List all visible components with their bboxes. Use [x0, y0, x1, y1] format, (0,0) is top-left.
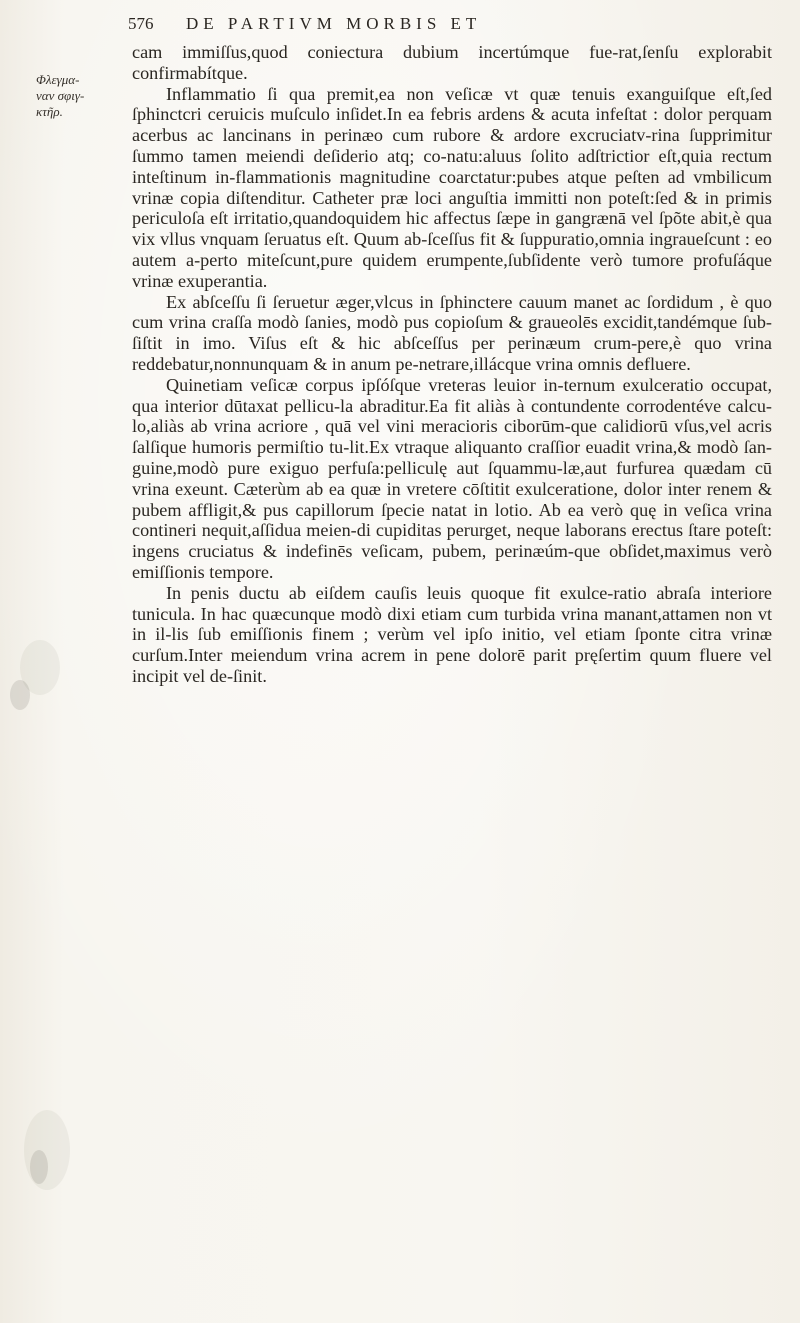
- running-head: [128, 14, 768, 40]
- ink-smudge: [30, 1150, 48, 1184]
- paragraph: Ex abſceſſu ſi ſeruetur æger,vlcus in ſphinctere cauum manet ac ſordidum , è quo cum vrina craſſa modò ſanies, modò pus copioſum & graueolēs excidit,tandémque ſub-ſiſtit in imo. Viſus eſt & hic abſceſſus per perinæum crum-pere,è quo vrina reddebatur,nonnunquam & in anum pe-netrare,illácque vrina omnis defluere.: [132, 291, 772, 374]
- paragraph: Quinetiam veſicæ corpus ipſóſque vreteras leuior in-ternum exulceratio occupat, qua interior dūtaxat pellicu-la abraditur.Ea fit aliàs à contundente corrodentéve calcu-lo,aliàs ab vrina acriore , quā vel vini meracioris ciborūm-que calidiorū vſus,vel acris ſalſique humoris permiſtio tu-lit.Ex vtraque aliquanto craſſior euadit vrina,& modò ſan-guine,modò pure exiguo perfuſa:pelliculę aut ſquammu-læ,aut furfurea quædam cū vrina exeunt. Cæterùm ab ea quæ in vretere cōſtitit exulceratione, dolor inter renem & pubem affligit,& pus capillorum ſpecie natat in lotio. Ab ea verò quę in veſica vrina contineri nequit,aſſidua meien-di cupiditas perurget, neque laborans erectus ſtare poteſt: ingens cruciatus & indefinēs veſicam, pubem, perinæúm-que obſidet,maximus verò emiſſionis tempore.: [132, 374, 772, 582]
- main-text-block: [132, 42, 772, 687]
- page-number: 576: [128, 14, 154, 33]
- margin-note: [36, 72, 104, 120]
- margin-note-line: Φλεγμα-: [36, 72, 80, 87]
- paper-stain: [24, 1110, 70, 1190]
- paragraph: In penis ductu ab eiſdem cauſis leuis quoque fit exulce-ratio abraſa interiore tunicula. In hac quæcunque modò dixi etiam cum turbida vrina manant,attamen non vt in il-lis ſub emiſſionis finem ; verùm vel ipſo initio, vel etiam ſponte citra vrinæ curſum.Inter meiendum vrina acrem in pene dolorē parit pręſertim quum fluere vel incipit vel de-ſinit.: [132, 582, 772, 686]
- running-title: DE PARTIVM MORBIS ET: [186, 14, 482, 33]
- ink-smudge: [10, 680, 30, 710]
- paragraph: cam immiſſus,quod coniectura dubium incertúmque fue-rat,ſenſu explorabit confirmabítque.: [132, 42, 772, 83]
- paragraph: Inflammatio ſi qua premit,ea non veſicæ vt quæ tenuis exanguiſque eſt,ſed ſphinctcri ceruicis muſculo inſidet.In ea febris ardens & acuta infeſtat : dolor perquam acerbus ac lancinans in perinæo cum rubore & ardore excruciatv-rina ſupprimitur ſummo tamen meiendi deſiderio atq; co-natu:aluus ſolito adſtrictior eſt,quia rectum inteſtinum in-flammationis magnitudine coarctatur:pubes atque peſten ad vmbilicum vrinæ copia diſtenditur. Catheter præ loci anguſtia immitti non poteſt:ſed & in primis periculoſa eſt irritatio,quandoquidem hic affectus ſæpe in gangrænā vel ſpõte abit,è qua vix vllus vnquam ſeruatus eſt. Quum ab-ſceſſus fit & ſuppuratio,omnia ingraueſcunt : eo autem a-perto miteſcunt,pure quidem erumpente,ſubſidente verò tumore profuſáque vrinæ exuperantia.: [132, 83, 772, 291]
- margin-note-line: κτῆρ.: [36, 104, 63, 119]
- margin-note-line: ναν σφιγ-: [36, 88, 85, 103]
